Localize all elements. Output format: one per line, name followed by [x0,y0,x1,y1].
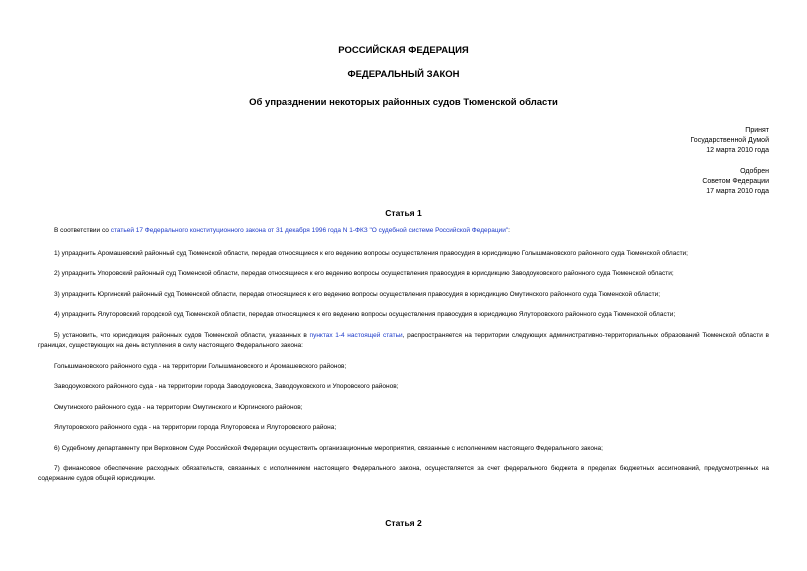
article-1-sub-2: Заводоуковского районного суда - на территории города Заводоуковска, Заводоуковского и Упоровского районов; [54,383,399,390]
intro-text: В соответствии со [54,227,111,234]
article-1-item-4: 4) упразднить Ялуторовский городской суд Тюменской области, передав относящиеся к его ведению вопросы осуществления правосудия в юрисдикцию Ялуторовского районного суда Тюменской области; [54,311,676,318]
adoption-line: Принят [745,127,769,134]
article-1-item-5 [38,331,769,351]
article-1-item-7: 7) финансовое обеспечение расходных обязательств, связанных с исполнением настоящего Федерального закона, осуществляется за счет федерального бюджета в пределах бюджетных ассигнований, предусмотренных на содержание судов общей юрисдикции. [38,465,769,482]
article-1-intro [38,226,769,236]
law-title: Об упразднении некоторых районных судов Тюменской области [249,97,558,108]
article-1-sub-3: Омутинского районного суда - на территории Омутинского и Юргинского районов; [54,404,303,411]
article-1-sub-1: Голышмановского районного суда - на территории Голышмановского и Аромашевского районов; [54,363,347,370]
article-1-item-2: 2) упразднить Упоровский районный суд Тюменской области, передав относящиеся к его ведению вопросы осуществления правосудия в юрисдикцию Заводоуковского районного суда Тюменской области; [54,270,674,277]
approval-line: Советом Федерации [702,178,769,185]
article-1-item-6: 6) Судебному департаменту при Верховном Суде Российской Федерации осуществить организационные мероприятия, связанные с исполнением настоящего Федерального закона; [54,445,603,452]
article-2-heading: Статья 2 [385,518,422,528]
intro-text-end: : [508,227,510,234]
article-1-item-3: 3) упразднить Юргинский районный суд Тюменской области, передав относящиеся к его ведению вопросы осуществления правосудия в юрисдикцию Омутинского районного суда Тюменской области; [54,291,661,298]
adoption-line: Государственной Думой [690,137,769,144]
adoption-block [690,126,769,156]
article-1-heading: Статья 1 [385,208,422,218]
country-heading: РОССИЙСКАЯ ФЕДЕРАЦИЯ [338,45,469,56]
approval-date: 17 марта 2010 года [706,188,769,195]
adoption-date: 12 марта 2010 года [706,147,769,154]
item-5-text: 5) установить, что юрисдикция районных судов Тюменской области, указанных в [54,332,310,339]
items-1-4-reference-link[interactable]: пунктах 1-4 настоящей статьи [309,332,403,339]
item-5-text-end: , распространяется на территории следующих административно-территориальных образований Тюменской области в границах, существующих на день вступления в силу настоящего Федерального закона: [38,332,769,349]
article-1-sub-4: Ялуторовского районного суда - на территории города Ялуторовска и Ялуторовского района; [54,424,337,431]
approval-block [702,167,769,197]
approval-line: Одобрен [740,168,769,175]
article-1-item-1: 1) упразднить Аромашевский районный суд Тюменской области, передав относящиеся к его ведению вопросы осуществления правосудия в юрисдикцию Голышмановского районного суда Тюменской области; [54,250,688,257]
law-type-heading: ФЕДЕРАЛЬНЫЙ ЗАКОН [347,69,460,80]
fkz-reference-link[interactable]: статьей 17 Федерального конституционного закона от 31 декабря 1996 года N 1-ФКЗ "О судебной системе Российской Федерации" [110,227,509,234]
